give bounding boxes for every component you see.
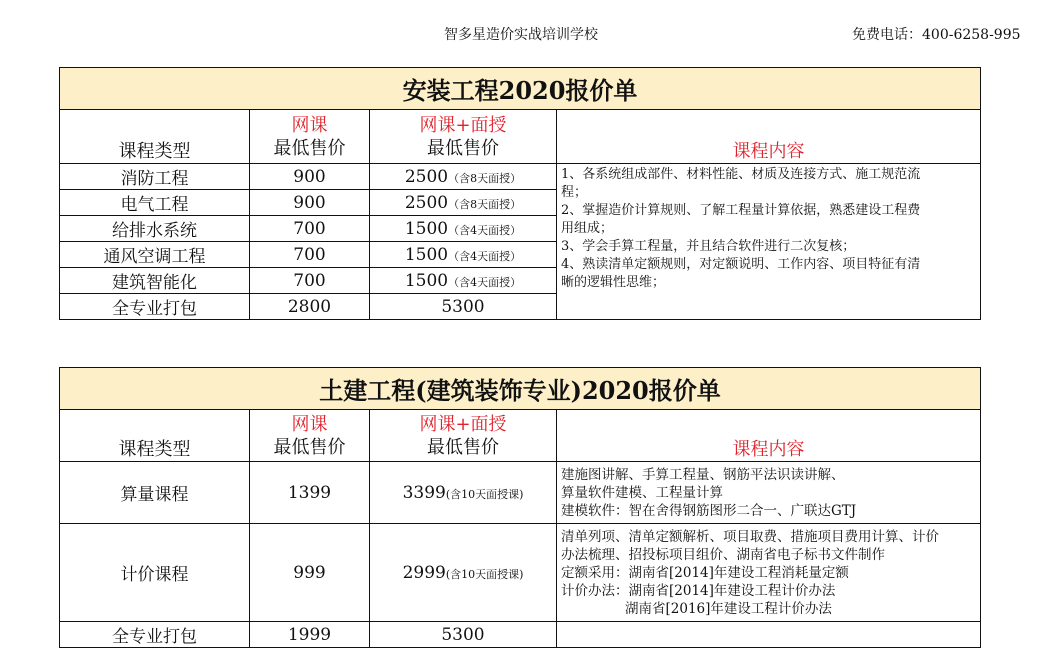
hotline-phone: 免费电话：400-6258-995 bbox=[852, 27, 1021, 43]
content-line: 湖南省[2016]年建设工程计价办法 bbox=[625, 600, 832, 617]
content-line: 晰的逻辑性思维； bbox=[561, 275, 666, 290]
row-online-price: 900 bbox=[250, 164, 370, 190]
mixed-price-note: （含4天面授） bbox=[448, 249, 522, 263]
content-line: 建模软件：智在舍得钢筋图形二合一、广联达GTJ bbox=[561, 502, 857, 519]
content-line: 算量软件建模、工程量计算 bbox=[561, 484, 723, 501]
col-header-online-bottom: 最低售价 bbox=[273, 137, 346, 159]
content-line: 用组成； bbox=[561, 221, 614, 236]
row-online-price: 999 bbox=[250, 524, 370, 622]
empty-content-cell bbox=[557, 622, 981, 648]
col-header-mixed-bottom: 最低售价 bbox=[427, 436, 499, 458]
row-online-price: 2800 bbox=[250, 294, 370, 320]
row-online-price: 700 bbox=[250, 242, 370, 268]
col-header-online-top: 网课 bbox=[291, 114, 328, 136]
row-mixed-price bbox=[370, 462, 557, 524]
row-type: 全专业打包 bbox=[60, 622, 250, 648]
content-line: 清单列项、清单定额解析、项目取费、措施项目费用计算、计价 bbox=[561, 528, 939, 545]
row-mixed-price bbox=[370, 294, 557, 320]
col-header-mixed-bottom: 最低售价 bbox=[427, 137, 499, 159]
content-line: 1、各系统组成部件、材料性能、材质及连接方式、施工规范流 bbox=[561, 167, 921, 182]
row-type: 算量课程 bbox=[60, 462, 250, 524]
install-price-table bbox=[59, 67, 981, 320]
col-header-content: 课程内容 bbox=[557, 110, 981, 164]
mixed-price-note: （含4天面授） bbox=[448, 275, 522, 289]
row-online-price: 900 bbox=[250, 190, 370, 216]
content-line: 2、掌握造价计算规则、了解工程量计算依据，熟悉建设工程费 bbox=[561, 203, 921, 218]
row-type: 给排水系统 bbox=[60, 216, 250, 242]
content-line: 程； bbox=[561, 185, 588, 200]
mixed-price-value: 2999 bbox=[402, 562, 446, 583]
row-type: 电气工程 bbox=[60, 190, 250, 216]
row-online-price: 700 bbox=[250, 268, 370, 294]
row-mixed-price bbox=[370, 216, 557, 242]
row-online-price: 1399 bbox=[250, 462, 370, 524]
col-header-mixed-top: 网课+面授 bbox=[419, 413, 507, 435]
row-mixed-price bbox=[370, 164, 557, 190]
row-online-price: 1999 bbox=[250, 622, 370, 648]
col-header-mixed bbox=[370, 110, 557, 164]
content-line: 4、熟读清单定额规则，对定额说明、工作内容、项目特征有清 bbox=[561, 257, 921, 272]
col-header-content: 课程内容 bbox=[557, 410, 981, 462]
mixed-price-value: 3399 bbox=[402, 482, 446, 503]
col-header-online bbox=[250, 110, 370, 164]
mixed-price-value: 1500 bbox=[404, 270, 449, 291]
content-line: 定额采用：湖南省[2014]年建设工程消耗量定额 bbox=[561, 564, 849, 581]
civil-price-table bbox=[59, 367, 981, 648]
mixed-price-note: （含4天面授） bbox=[448, 223, 522, 237]
row-mixed-price bbox=[370, 190, 557, 216]
course-content bbox=[557, 524, 981, 622]
content-line: 计价办法：湖南省[2014]年建设工程计价办法 bbox=[561, 582, 836, 599]
col-header-online-bottom: 最低售价 bbox=[273, 436, 346, 458]
content-line: 3、学会手算工程量，并且结合软件进行二次复核； bbox=[561, 239, 856, 254]
school-name: 智多星造价实战培训学校 bbox=[444, 27, 598, 43]
mixed-price-value: 1500 bbox=[404, 244, 449, 265]
course-content bbox=[557, 164, 981, 320]
row-mixed-price bbox=[370, 242, 557, 268]
mixed-price-value: 5300 bbox=[441, 296, 485, 317]
col-header-online-top: 网课 bbox=[291, 413, 328, 435]
mixed-price-note: (含10天面授课) bbox=[445, 567, 524, 581]
course-content bbox=[557, 462, 981, 524]
row-online-price: 700 bbox=[250, 216, 370, 242]
row-mixed-price: 5300 bbox=[370, 622, 557, 648]
row-mixed-price bbox=[370, 268, 557, 294]
row-mixed-price bbox=[370, 524, 557, 622]
mixed-price-value: 2500 bbox=[404, 192, 449, 213]
mixed-price-note: （含8天面授） bbox=[448, 171, 522, 185]
table-title: 土建工程(建筑装饰专业)2020报价单 bbox=[60, 368, 981, 410]
row-type: 建筑智能化 bbox=[60, 268, 250, 294]
col-header-type: 课程类型 bbox=[60, 410, 250, 462]
row-type: 通风空调工程 bbox=[60, 242, 250, 268]
col-header-mixed-top: 网课+面授 bbox=[419, 114, 507, 136]
mixed-price-value: 1500 bbox=[404, 218, 449, 239]
col-header-online bbox=[250, 410, 370, 462]
col-header-type: 课程类型 bbox=[60, 110, 250, 164]
row-type: 全专业打包 bbox=[60, 294, 250, 320]
mixed-price-value: 2500 bbox=[404, 166, 449, 187]
content-line: 建施图讲解、手算工程量、钢筋平法识读讲解、 bbox=[561, 466, 845, 483]
mixed-price-note: (含10天面授课) bbox=[445, 487, 524, 501]
row-type: 计价课程 bbox=[60, 524, 250, 622]
table-title: 安装工程2020报价单 bbox=[60, 68, 981, 110]
col-header-mixed bbox=[370, 410, 557, 462]
mixed-price-note: （含8天面授） bbox=[448, 197, 522, 211]
row-type: 消防工程 bbox=[60, 164, 250, 190]
content-line: 办法梳理、招投标项目组价、湖南省电子标书文件制作 bbox=[561, 546, 885, 563]
